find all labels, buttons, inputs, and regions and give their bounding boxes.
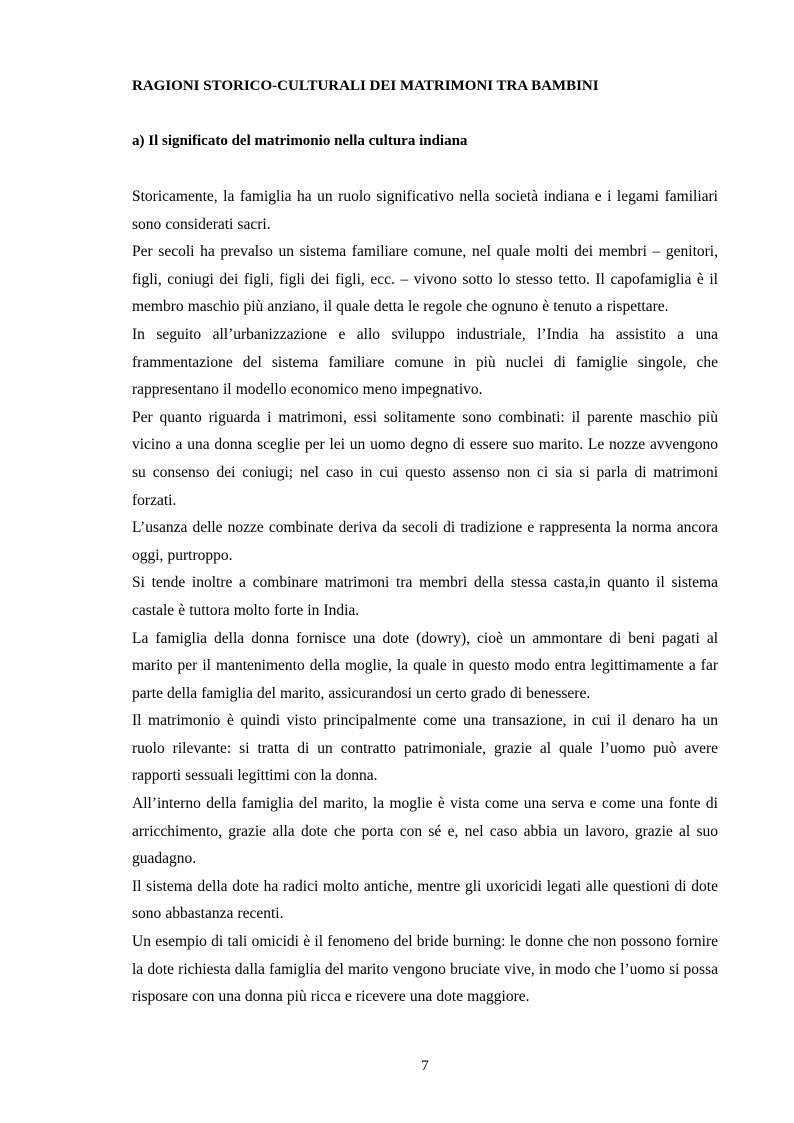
paragraph-dowry: La famiglia della donna fornisce una dote (dowry), cioè un ammontare di beni pagati al marito per il mantenimento della moglie, la quale in questo modo entra legittimamente a far parte della famiglia del marito, assicurandosi un certo grado di benessere. [132,629,718,702]
paragraph-tradition: L’usanza delle nozze combinate deriva da secoli di tradizione e rappresenta la norma ancora oggi, purtroppo. [132,519,718,564]
document-page [132,0,718,1123]
paragraph-dowry-history: Il sistema della dote ha radici molto antiche, mentre gli uxoricidi legati alle questioni di dote sono abbastanza recenti. [132,877,718,923]
paragraph-arranged-marriages: Per quanto riguarda i matrimoni, essi solitamente sono combinati: il parente maschio più vicino a una donna sceglie per lei un uomo degno di essere suo marito. Le nozze avvengono su consenso dei coniugi; nel caso in cui questo assenso non ci sia si parla di matrimoni forzati. [132,408,718,509]
body-text [132,183,718,1011]
paragraph-transaction: Il matrimonio è quindi visto principalmente come una transazione, in cui il denaro ha un ruolo rilevante: si tratta di un contratto patrimoniale, grazie al quale l’uomo può avere rapporti sessuali legittimi con la donna. [132,712,718,785]
paragraph-bride-burning: Un esempio di tali omicidi è il fenomeno del bride burning: le donne che non possono fornire la dote richiesta dalla famiglia del marito vengono bruciate vive, in modo che l’uomo si possa risposare con una donna più ricca e ricevere una dote maggiore. [132,933,718,1006]
paragraph-family-sacred: Storicamente, la famiglia ha un ruolo significativo nella società indiana e i legami familiari sono considerati sacri. [132,188,718,233]
section-heading: a) Il significato del matrimonio nella cultura indiana [132,133,468,149]
paragraph-joint-family: Per secoli ha prevalso un sistema familiare comune, nel quale molti dei membri – genitori, figli, coniugi dei figli, figli dei figli, ecc. – vivono sotto lo stesso tetto. Il capofamiglia è il membro maschio più anziano, il quale detta le regole che ognuno è tenuto a rispettare. [132,243,718,316]
paragraph-caste: Si tende inoltre a combinare matrimoni tra membri della stessa casta,in quanto il sistema castale è tuttora molto forte in India. [132,574,718,619]
page-number: 7 [421,1058,429,1074]
chapter-title: RAGIONI STORICO-CULTURALI DEI MATRIMONI TRA BAMBINI [132,78,599,94]
paragraph-urbanization: In seguito all’urbanizzazione e allo sviluppo industriale, l’India ha assistito a una frammentazione del sistema familiare comune in più nuclei di famiglie singole, che rappresentano il modello economico meno impegnativo. [132,325,718,399]
paragraph-wife-role: All’interno della famiglia del marito, la moglie è vista come una serva e come una fonte di arricchimento, grazie alla dote che porta con sé e, nel caso abbia un lavoro, grazie al suo guadagno. [132,795,718,868]
